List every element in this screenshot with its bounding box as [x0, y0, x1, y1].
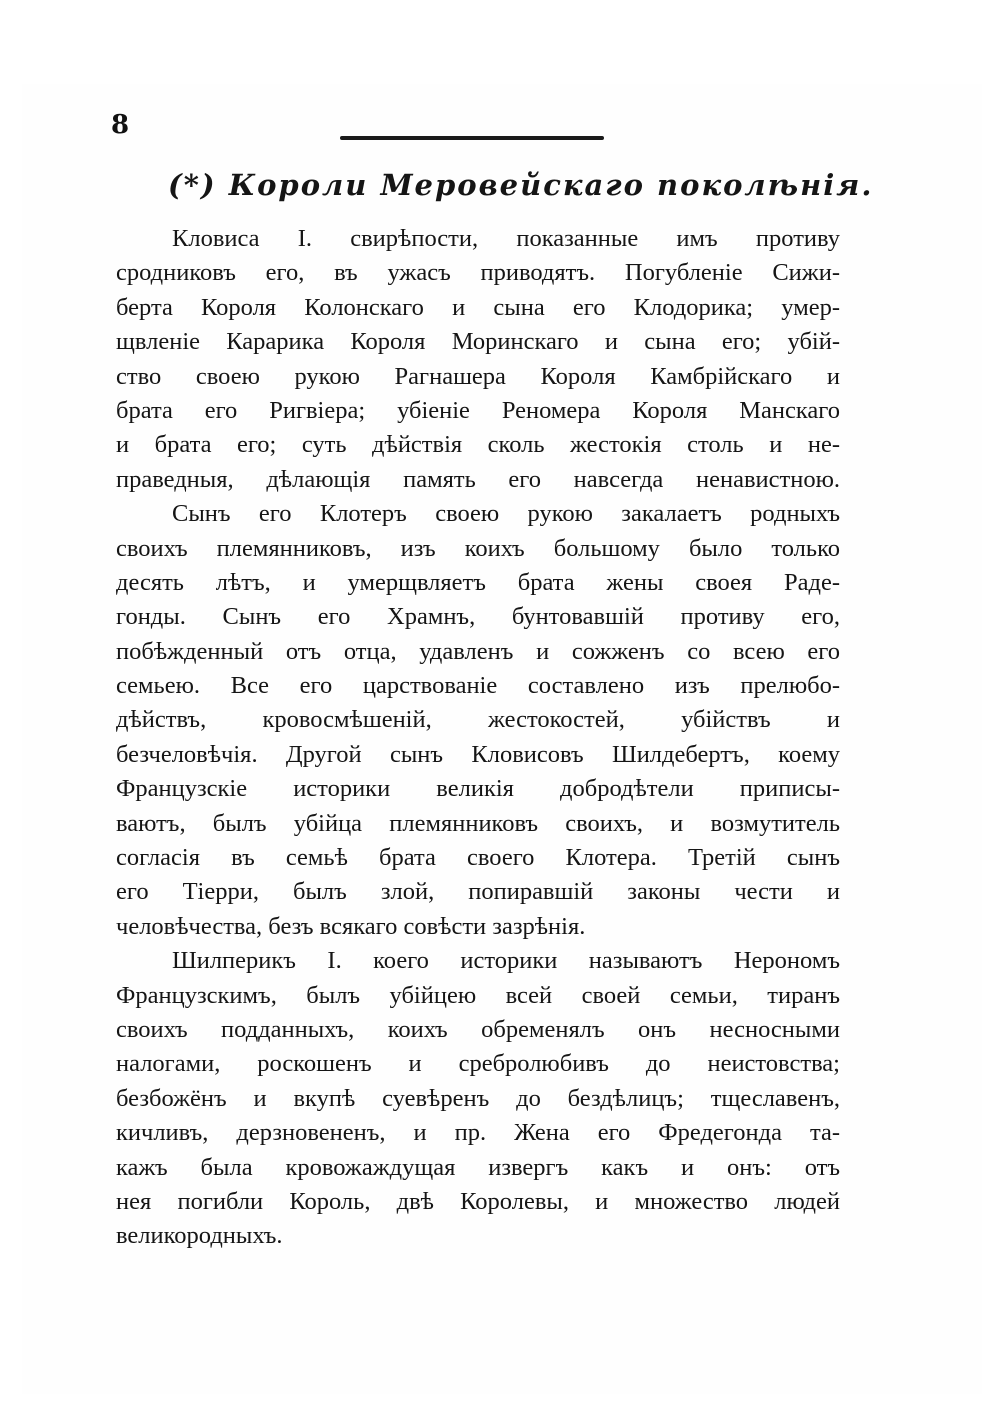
body-text — [116, 222, 840, 1254]
text-line: Шилперикъ I. коего историки называютъ Нерономъ — [172, 947, 840, 975]
text-line: нея погибли Король, двѣ Королевы, и множество людей — [116, 1187, 840, 1215]
text-line: щвленіе Карарика Короля Моринскаго и сына его; убій- — [116, 328, 840, 356]
text-line: праведныя, дѣлающія память его навсегда ненавистною. — [116, 465, 840, 493]
text-line: берта Короля Колонскаго и сына его Клодорика; умер- — [116, 293, 840, 321]
paragraph-3 — [116, 944, 840, 1254]
text-line: своихъ подданныхъ, коихъ обременялъ онъ несносными — [116, 1015, 840, 1043]
section-title: (*) Короли Меровейскаго поколѣнія. — [168, 168, 874, 202]
text-line: ваютъ, былъ убійца племянниковъ своихъ, и возмутитель — [116, 809, 840, 837]
text-line: согласія въ семьѣ брата своего Клотера. Третій сынъ — [116, 844, 840, 872]
text-line: своихъ племянниковъ, изъ коихъ большому было только — [116, 534, 840, 562]
text-line: Кловиса I. свирѣпости, показанные имъ противу — [172, 225, 840, 252]
text-line: его Тіерри, былъ злой, попиравшій законы чести и — [116, 878, 840, 906]
text-line: гонды. Сынъ его Храмнъ, бунтовавшій противу его, — [116, 603, 840, 631]
text-line: и брата его; суть дѣйствія сколь жестокія столь и не- — [116, 431, 840, 459]
text-line: безбожёнъ и вкупѣ суевѣренъ до бездѣлицъ; тщеславенъ, — [116, 1084, 840, 1112]
text-line: семьею. Все его царствованіе составлено изъ прелюбо- — [116, 672, 840, 700]
text-line: десять лѣтъ, и умерщвляетъ брата жены своея Раде- — [116, 568, 840, 596]
text-line: налогами, роскошенъ и сребролюбивъ до неистовства; — [116, 1050, 840, 1078]
text-line: безчеловѣчія. Другой сынъ Кловисовъ Шилдебертъ, коему — [116, 740, 840, 768]
text-line: Французскимъ, былъ убійцею всей своей семьи, тиранъ — [116, 981, 840, 1009]
text-line: великородныхъ. — [116, 1222, 283, 1250]
text-line: ство своею рукою Рагнашера Короля Камбрійскаго и — [116, 362, 840, 390]
text-line: кичливъ, дерзновененъ, и пр. Жена его Фредегонда та- — [116, 1119, 840, 1147]
text-line: сродниковъ его, въ ужасъ приводятъ. Погубленіе Сижи- — [116, 259, 840, 287]
paragraph-2 — [116, 497, 840, 944]
text-line: Французскіе историки великія добродѣтели приписы- — [116, 775, 840, 803]
text-line: дѣйствъ, кровосмѣшеній, жестокостей, убійствъ и — [116, 706, 840, 734]
text-line: Сынъ его Клотеръ своею рукою закалаетъ родныхъ — [172, 500, 840, 528]
paragraph-1 — [116, 222, 840, 497]
text-line: брата его Ригвіера; убіеніе Реномера Короля Манскаго — [116, 396, 840, 424]
page-number: 8 — [111, 110, 130, 140]
text-line: побѣжденный отъ отца, удавленъ и сожженъ со всею его — [116, 637, 840, 665]
text-line: кажъ была кровожаждущая извергъ какъ и онъ: отъ — [116, 1153, 840, 1181]
header-rule — [340, 136, 604, 140]
text-line: человѣчества, безъ всякаго совѣсти зазрѣнія. — [116, 912, 586, 940]
